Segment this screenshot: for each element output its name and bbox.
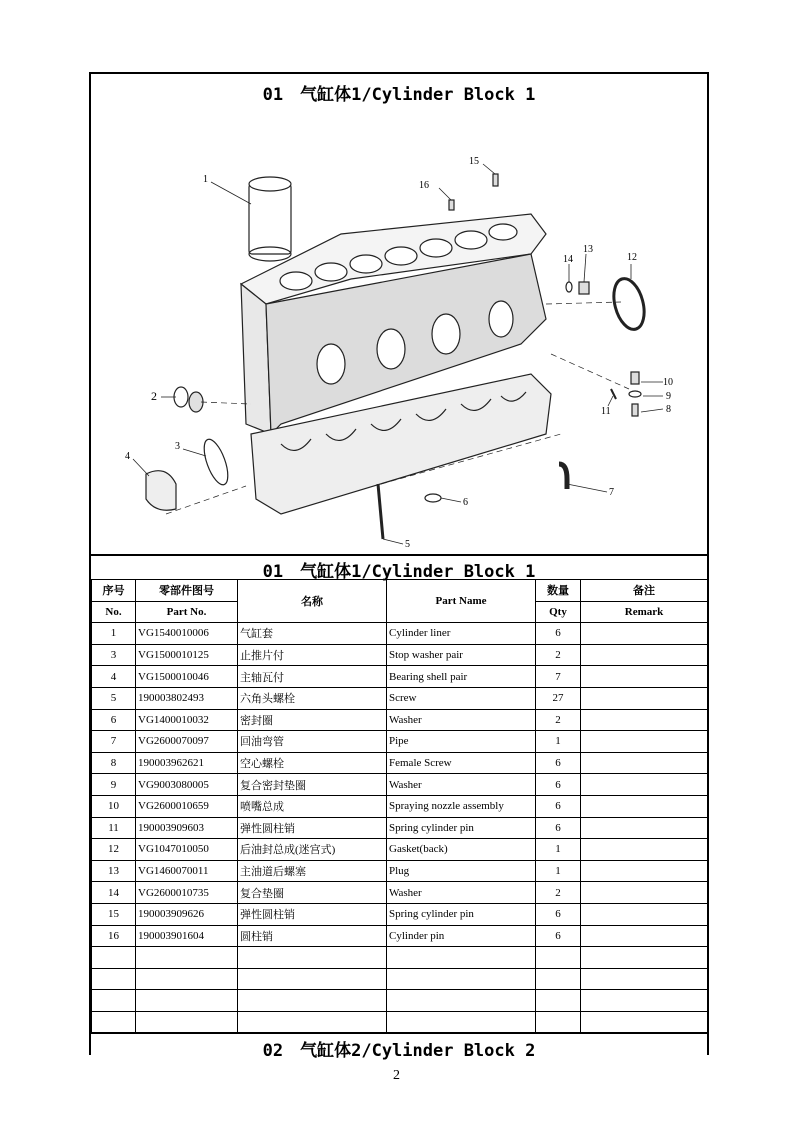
row-no: 16	[92, 925, 136, 947]
row-name-cn: 弹性圆柱销	[238, 817, 387, 839]
row-part-no: 190003909626	[136, 903, 238, 925]
header-no-en: No.	[92, 601, 136, 623]
table-row	[92, 666, 708, 688]
row-part-no: VG1540010006	[136, 623, 238, 645]
table-row	[92, 795, 708, 817]
row-part-name: Cylinder liner	[387, 623, 536, 645]
header-qty-cn: 数量	[536, 580, 581, 602]
row-name-cn: 主油道后螺塞	[238, 860, 387, 882]
header-no-cn: 序号	[92, 580, 136, 602]
header-name-cn: 名称	[238, 580, 387, 623]
row-part-no: VG1400010032	[136, 709, 238, 731]
row-part-no: 190003909603	[136, 817, 238, 839]
row-name-cn: 气缸套	[238, 623, 387, 645]
empty-cell	[136, 1011, 238, 1033]
header-qty-en: Qty	[536, 601, 581, 623]
row-part-name: Spring cylinder pin	[387, 817, 536, 839]
section-title: 01 气缸体1/Cylinder Block 1	[262, 85, 536, 105]
header-part-no-cn: 零部件图号	[136, 580, 238, 602]
row-remark	[581, 925, 708, 947]
row-qty: 6	[536, 623, 581, 645]
empty-cell	[387, 1011, 536, 1033]
row-remark	[581, 644, 708, 666]
empty-cell	[581, 990, 708, 1012]
empty-cell	[92, 990, 136, 1012]
callout-3: 3	[175, 441, 180, 452]
row-remark	[581, 774, 708, 796]
row-part-no: VG1460070011	[136, 860, 238, 882]
table-row	[92, 817, 708, 839]
header-part-name: Part Name	[387, 580, 536, 623]
row-remark	[581, 752, 708, 774]
empty-cell	[536, 990, 581, 1012]
row-remark	[581, 882, 708, 904]
row-name-cn: 主轴瓦付	[238, 666, 387, 688]
row-part-no: 190003802493	[136, 687, 238, 709]
row-remark	[581, 687, 708, 709]
empty-cell	[536, 968, 581, 990]
row-name-cn: 空心螺栓	[238, 752, 387, 774]
page-frame	[89, 72, 709, 1061]
row-part-name: Washer	[387, 709, 536, 731]
row-no: 14	[92, 882, 136, 904]
row-part-name: Female Screw	[387, 752, 536, 774]
empty-table-row	[92, 947, 708, 969]
row-remark	[581, 903, 708, 925]
empty-cell	[536, 947, 581, 969]
callout-13: 13	[583, 244, 593, 255]
row-part-no: VG2600010659	[136, 795, 238, 817]
callout-10: 10	[663, 377, 673, 388]
row-part-name: Screw	[387, 687, 536, 709]
row-part-name: Spraying nozzle assembly	[387, 795, 536, 817]
row-part-no: VG9003080005	[136, 774, 238, 796]
callout-11: 11	[601, 406, 611, 417]
table-title: 01 气缸体1/Cylinder Block 1	[262, 562, 536, 582]
row-qty: 2	[536, 709, 581, 731]
row-qty: 2	[536, 882, 581, 904]
table-row	[92, 882, 708, 904]
row-no: 11	[92, 817, 136, 839]
row-remark	[581, 795, 708, 817]
row-qty: 1	[536, 860, 581, 882]
row-no: 8	[92, 752, 136, 774]
empty-cell	[92, 947, 136, 969]
row-qty: 6	[536, 795, 581, 817]
table-row	[92, 687, 708, 709]
row-name-cn: 后油封总成(迷宫式)	[238, 839, 387, 861]
row-part-name: Pipe	[387, 731, 536, 753]
row-name-cn: 密封圈	[238, 709, 387, 731]
row-qty: 6	[536, 925, 581, 947]
row-no: 13	[92, 860, 136, 882]
page-number: 2	[393, 1068, 400, 1083]
row-no: 15	[92, 903, 136, 925]
row-part-no: VG1500010125	[136, 644, 238, 666]
table-header-row-1	[92, 580, 708, 602]
row-name-cn: 六角头螺栓	[238, 687, 387, 709]
callout-5: 5	[405, 539, 410, 550]
row-name-cn: 喷嘴总成	[238, 795, 387, 817]
table-row	[92, 925, 708, 947]
empty-cell	[136, 947, 238, 969]
row-no: 1	[92, 623, 136, 645]
row-qty: 6	[536, 752, 581, 774]
empty-cell	[581, 1011, 708, 1033]
row-no: 10	[92, 795, 136, 817]
empty-cell	[238, 990, 387, 1012]
row-no: 3	[92, 644, 136, 666]
row-qty: 1	[536, 839, 581, 861]
header-part-no-en: Part No.	[136, 601, 238, 623]
table-row	[92, 731, 708, 753]
row-name-cn: 弹性圆柱销	[238, 903, 387, 925]
row-part-no: VG1500010046	[136, 666, 238, 688]
row-part-name: Bearing shell pair	[387, 666, 536, 688]
row-part-no: VG2600010735	[136, 882, 238, 904]
row-part-no: 190003901604	[136, 925, 238, 947]
empty-cell	[238, 947, 387, 969]
row-remark	[581, 860, 708, 882]
row-part-name: Stop washer pair	[387, 644, 536, 666]
callout-6: 6	[463, 497, 468, 508]
callout-7: 7	[609, 487, 614, 498]
header-remark-en: Remark	[581, 601, 708, 623]
table-row	[92, 709, 708, 731]
empty-cell	[92, 968, 136, 990]
parts-table	[91, 579, 708, 1033]
empty-table-row	[92, 968, 708, 990]
row-qty: 6	[536, 817, 581, 839]
empty-cell	[136, 968, 238, 990]
row-no: 5	[92, 687, 136, 709]
row-name-cn: 复合密封垫圈	[238, 774, 387, 796]
table-row	[92, 839, 708, 861]
empty-cell	[387, 968, 536, 990]
table-row	[92, 644, 708, 666]
row-no: 12	[92, 839, 136, 861]
exploded-diagram	[91, 104, 707, 556]
callout-2: 2	[151, 389, 157, 403]
callout-15: 15	[469, 156, 479, 167]
divider-line	[91, 554, 707, 556]
row-no: 7	[92, 731, 136, 753]
callout-8: 8	[666, 404, 671, 415]
row-part-name: Plug	[387, 860, 536, 882]
empty-cell	[136, 990, 238, 1012]
row-no: 4	[92, 666, 136, 688]
row-part-name: Spring cylinder pin	[387, 903, 536, 925]
row-part-no: VG1047010050	[136, 839, 238, 861]
table-row	[92, 752, 708, 774]
row-qty: 6	[536, 903, 581, 925]
row-name-cn: 回油弯管	[238, 731, 387, 753]
cylinder-liner	[249, 184, 291, 254]
row-no: 6	[92, 709, 136, 731]
empty-cell	[387, 990, 536, 1012]
row-remark	[581, 709, 708, 731]
row-part-name: Cylinder pin	[387, 925, 536, 947]
row-qty: 6	[536, 774, 581, 796]
empty-cell	[238, 1011, 387, 1033]
row-remark	[581, 817, 708, 839]
row-remark	[581, 839, 708, 861]
header-remark-cn: 备注	[581, 580, 708, 602]
row-remark	[581, 623, 708, 645]
row-part-name: Washer	[387, 882, 536, 904]
row-part-no: 190003962621	[136, 752, 238, 774]
table-row	[92, 860, 708, 882]
row-remark	[581, 731, 708, 753]
row-name-cn: 止推片付	[238, 644, 387, 666]
row-qty: 1	[536, 731, 581, 753]
empty-cell	[387, 947, 536, 969]
empty-cell	[581, 947, 708, 969]
row-qty: 7	[536, 666, 581, 688]
callout-9: 9	[666, 391, 671, 402]
empty-table-row	[92, 990, 708, 1012]
row-qty: 27	[536, 687, 581, 709]
row-remark	[581, 666, 708, 688]
row-part-name: Washer	[387, 774, 536, 796]
table-row	[92, 774, 708, 796]
callout-12: 12	[627, 252, 637, 263]
table-row	[92, 623, 708, 645]
empty-cell	[536, 1011, 581, 1033]
callout-14: 14	[563, 254, 573, 265]
callout-16: 16	[419, 180, 429, 191]
empty-cell	[238, 968, 387, 990]
bottom-divider-line	[91, 1032, 707, 1034]
row-qty: 2	[536, 644, 581, 666]
empty-cell	[581, 968, 708, 990]
row-name-cn: 复合垫圈	[238, 882, 387, 904]
row-part-no: VG2600070097	[136, 731, 238, 753]
callout-4: 4	[125, 451, 130, 462]
table-row	[92, 903, 708, 925]
callout-1: 1	[203, 174, 208, 185]
next-section-title: 02 气缸体2/Cylinder Block 2	[262, 1041, 536, 1061]
row-part-name: Gasket(back)	[387, 839, 536, 861]
empty-cell	[92, 1011, 136, 1033]
row-no: 9	[92, 774, 136, 796]
empty-table-row	[92, 1011, 708, 1033]
row-name-cn: 圆柱销	[238, 925, 387, 947]
